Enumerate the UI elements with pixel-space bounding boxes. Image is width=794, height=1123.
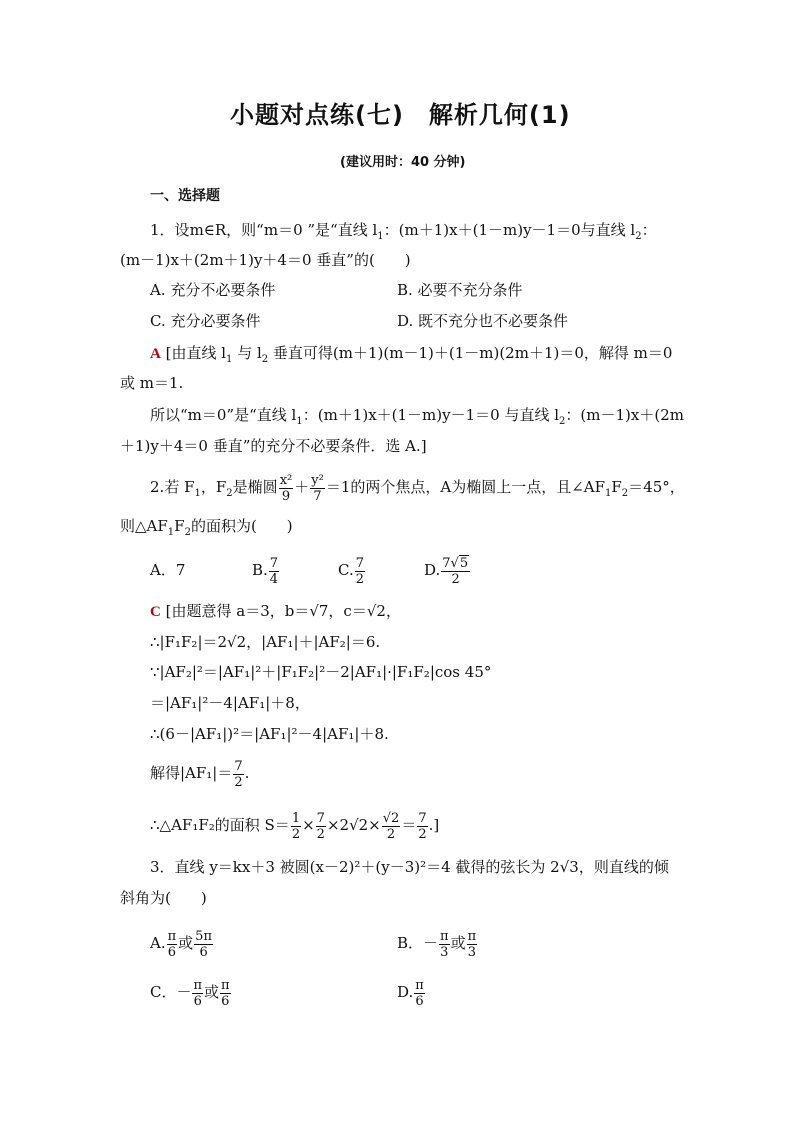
fraction-numerator: 7 bbox=[234, 758, 243, 774]
q3-number: 3． bbox=[150, 858, 175, 876]
fraction-numerator: π bbox=[221, 977, 230, 993]
q3-option-d bbox=[397, 974, 426, 1010]
radicand: 5 bbox=[459, 555, 469, 571]
fraction-numerator: π bbox=[467, 928, 477, 944]
q2-answer: C bbox=[150, 604, 161, 620]
subscript: 1 bbox=[194, 488, 201, 499]
q1-stem-c: ： bbox=[641, 221, 657, 239]
fraction bbox=[441, 556, 470, 587]
fraction-denominator: 6 bbox=[199, 944, 208, 960]
q2-stem-line2 bbox=[120, 516, 293, 536]
q2-stem-line1 bbox=[150, 470, 685, 504]
q2-option-a: A．7 bbox=[150, 561, 186, 579]
q1-sol3-c: ：(m－1)x＋(2m bbox=[565, 406, 684, 424]
fraction-denominator: 2 bbox=[316, 826, 325, 842]
fraction-numerator: y² bbox=[311, 472, 324, 488]
times-sign: × bbox=[302, 816, 315, 834]
option-letter: C．－ bbox=[150, 983, 192, 1001]
fraction bbox=[382, 811, 401, 842]
coefficient: 7 bbox=[442, 555, 451, 571]
q1-option-c: C. 充分必要条件 bbox=[150, 312, 261, 330]
solution-text: ×2√2× bbox=[326, 816, 381, 834]
q1-stem-b: ：(m＋1)x＋(1－m)y－1＝0与直线 l bbox=[383, 221, 636, 239]
q2-stem-b: ，F bbox=[200, 478, 227, 496]
fraction-numerator: π bbox=[167, 928, 177, 944]
equals-sign: ＝ bbox=[401, 816, 417, 834]
q2-stem-a: 若 F bbox=[164, 478, 195, 496]
q1-stem-a: m∈R，则“m＝0 ”是“直线 l bbox=[189, 221, 378, 239]
subscript: 2 bbox=[559, 416, 566, 427]
q1-solution-line4: ＋1)y＋4＝0 垂直”的充分不必要条件．选 A.] bbox=[120, 437, 427, 455]
fraction bbox=[291, 811, 301, 842]
q2-stem-e: F bbox=[611, 478, 622, 496]
fraction-denominator: 6 bbox=[167, 944, 177, 960]
q1-solution-line3 bbox=[150, 405, 684, 425]
solution-text: 解得|AF₁|＝ bbox=[150, 764, 233, 782]
option-letter: A. bbox=[150, 934, 166, 952]
fraction-denominator: 6 bbox=[221, 993, 230, 1009]
q2-option-b bbox=[252, 553, 280, 587]
q3-stem-text: 直线 y＝kx＋3 被圆(x－2)²＋(y－3)²＝4 截得的弦长为 2√3，则直线的倾 bbox=[174, 858, 669, 876]
q2-solution-line7 bbox=[150, 807, 439, 843]
fraction bbox=[417, 811, 427, 842]
solution-text: ∴△AF₁F₂的面积 S＝ bbox=[150, 816, 290, 834]
q1-sol1-c: 垂直可得(m＋1)(m－1)＋(1－m)(2m＋1)＝0，解得 m＝0 bbox=[268, 344, 673, 362]
q3-stem-line1 bbox=[150, 857, 669, 877]
fraction-numerator: 7 bbox=[418, 810, 427, 826]
fraction bbox=[316, 811, 326, 842]
q2-stem-line2-a: 则△AF bbox=[120, 517, 168, 535]
q2-solution-line6 bbox=[150, 756, 249, 790]
fraction-denominator: 2 bbox=[291, 826, 301, 842]
plus-sign: ＋ bbox=[294, 478, 310, 496]
q1-option-b: B. 必要不充分条件 bbox=[397, 281, 523, 299]
fraction-denominator: 2 bbox=[234, 774, 243, 790]
solution-text: .] bbox=[428, 816, 440, 834]
q1-sol1-a: [由直线 l bbox=[165, 344, 227, 362]
q2-option-c bbox=[338, 553, 366, 587]
option-letter: D. bbox=[424, 561, 441, 579]
q1-sol3-b: ：(m＋1)x＋(1－m)y－1＝0 与直线 l bbox=[302, 406, 560, 424]
fraction bbox=[194, 929, 213, 960]
fraction-numerator: √2 bbox=[382, 810, 400, 826]
q2-solution-line4: ＝|AF₁|²－4|AF₁|＋8， bbox=[150, 694, 310, 712]
q2-stem-line2-c: 的面积为( ) bbox=[190, 517, 293, 535]
subscript: 2 bbox=[621, 488, 629, 499]
page-title: 小题对点练(七) 解析几何(1) bbox=[230, 101, 571, 129]
q1-sol1-b: 与 l bbox=[232, 344, 262, 362]
q3-option-a bbox=[150, 925, 214, 961]
fraction-numerator: π bbox=[440, 928, 449, 944]
subscript: 1 bbox=[226, 354, 233, 365]
option-letter: B．－ bbox=[397, 934, 439, 952]
fraction-denominator: 2 bbox=[451, 571, 460, 587]
q1-solution-line2: 或 m＝1. bbox=[120, 374, 184, 392]
q2-stem-f: ＝45°， bbox=[628, 478, 685, 496]
q1-option-a: A. 充分不必要条件 bbox=[150, 281, 276, 299]
option-letter: B. bbox=[252, 561, 268, 579]
fraction bbox=[269, 556, 279, 587]
fraction-denominator: 2 bbox=[355, 571, 364, 587]
section-heading: 一、选择题 bbox=[150, 188, 220, 204]
fraction-numerator: π bbox=[415, 977, 424, 993]
fraction-numerator: 7 bbox=[355, 555, 364, 571]
fraction bbox=[220, 978, 231, 1009]
or-word: 或 bbox=[450, 934, 466, 952]
fraction-denominator: 2 bbox=[418, 826, 427, 842]
q1-number: 1． bbox=[150, 221, 175, 239]
fraction bbox=[310, 473, 325, 504]
fraction bbox=[279, 473, 294, 504]
q1-stem-pre: 设 bbox=[174, 221, 190, 239]
q2-option-d bbox=[424, 553, 471, 587]
q2-stem-line2-b: F bbox=[174, 517, 185, 535]
fraction-numerator: x² bbox=[279, 472, 293, 488]
fraction bbox=[467, 929, 478, 960]
q2-solution-line1 bbox=[150, 601, 401, 622]
subscript: 1 bbox=[605, 488, 612, 499]
fraction-numerator: 7 bbox=[316, 810, 325, 826]
sqrt-icon: √ bbox=[450, 555, 459, 571]
fraction-denominator: 3 bbox=[467, 944, 476, 960]
q2-solution-line2: ∴|F₁F₂|＝2√2，|AF₁|＋|AF₂|＝6. bbox=[150, 633, 381, 651]
fraction bbox=[167, 929, 178, 960]
time-note: (建议用时：40 分钟) bbox=[340, 155, 466, 170]
subscript: 1 bbox=[377, 231, 384, 242]
fraction-denominator: 3 bbox=[440, 944, 449, 960]
fraction-denominator: 2 bbox=[386, 826, 396, 842]
q2-solution-line5: ∴(6－|AF₁|)²＝|AF₁|²－4|AF₁|＋8. bbox=[150, 725, 389, 743]
q3-stem-line2: 斜角为( ) bbox=[120, 889, 207, 907]
solution-text: . bbox=[244, 764, 250, 782]
q1-stem-line1 bbox=[150, 220, 657, 240]
fraction bbox=[439, 929, 450, 960]
subscript: 2 bbox=[226, 488, 233, 499]
fraction-numerator: 1 bbox=[291, 810, 301, 826]
fraction-numerator: π bbox=[193, 977, 203, 993]
q1-answer: A bbox=[150, 346, 161, 362]
fraction bbox=[192, 978, 203, 1009]
fraction-numerator: 7 bbox=[269, 555, 279, 571]
fraction-denominator: 4 bbox=[269, 571, 279, 587]
q1-stem-line2: (m－1)x＋(2m＋1)y＋4＝0 垂直”的( ) bbox=[120, 251, 411, 269]
fraction-numerator: 5π bbox=[195, 928, 212, 944]
subscript: 1 bbox=[296, 416, 303, 427]
fraction-numerator bbox=[441, 556, 470, 572]
q2-stem-c: 是椭圆 bbox=[232, 478, 278, 496]
q1-solution-line1 bbox=[150, 343, 672, 364]
fraction-denominator: 9 bbox=[281, 488, 291, 504]
fraction bbox=[355, 556, 365, 587]
fraction-denominator: 7 bbox=[313, 488, 322, 504]
subscript: 2 bbox=[184, 527, 191, 538]
fraction-denominator: 6 bbox=[193, 993, 202, 1009]
q3-option-b bbox=[397, 925, 478, 961]
q3-option-c bbox=[150, 974, 232, 1010]
fraction-denominator: 6 bbox=[415, 993, 424, 1009]
q2-number: 2. bbox=[150, 478, 165, 496]
or-word: 或 bbox=[178, 934, 194, 952]
q1-option-d: D. 既不充分也不必要条件 bbox=[397, 312, 569, 330]
fraction bbox=[414, 978, 425, 1009]
or-word: 或 bbox=[204, 983, 220, 1001]
q2-stem-d: ＝1的两个焦点，A为椭圆上一点，且∠AF bbox=[325, 478, 605, 496]
q2-solution-text: [由题意得 a＝3，b＝√7，c＝√2， bbox=[165, 602, 401, 620]
q2-solution-line3: ∵|AF₂|²＝|AF₁|²＋|F₁F₂|²－2|AF₁|·|F₁F₂|cos 45° bbox=[150, 663, 492, 681]
fraction bbox=[233, 759, 243, 790]
q1-sol3-a: 所以“m＝0”是“直线 l bbox=[150, 406, 297, 424]
option-letter: D. bbox=[397, 983, 414, 1001]
subscript: 2 bbox=[635, 231, 642, 242]
subscript: 2 bbox=[261, 354, 269, 365]
option-letter: C. bbox=[338, 561, 354, 579]
subscript: 1 bbox=[167, 527, 175, 538]
